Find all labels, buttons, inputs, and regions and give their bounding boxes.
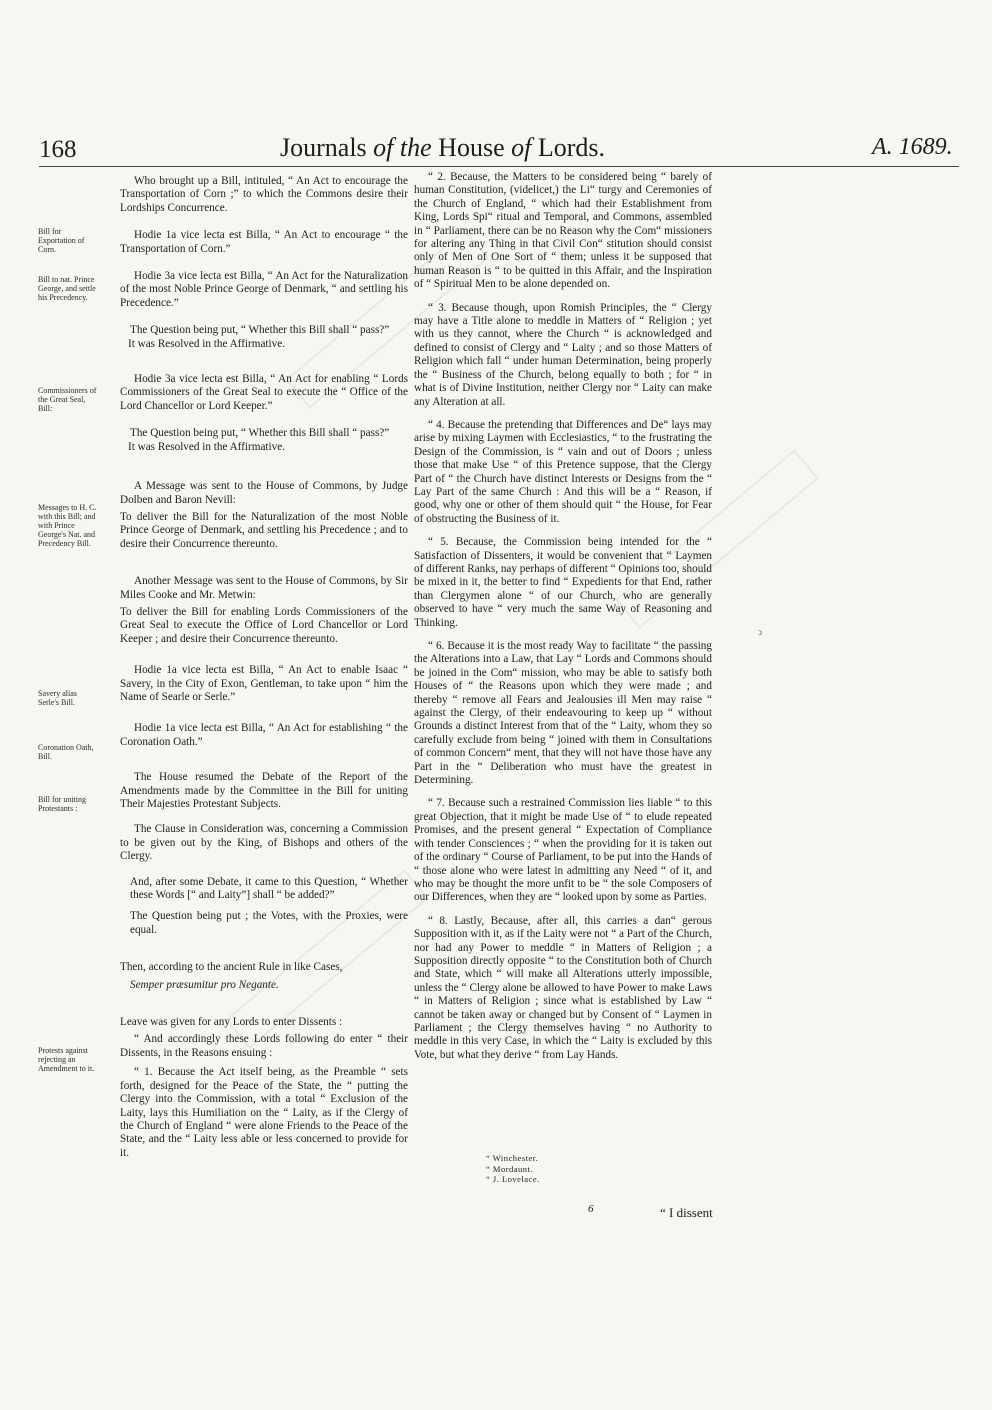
stray-mark: ↄ	[758, 627, 762, 637]
margin-note: Bill to nat. Prince George, and settle his Precedency.	[38, 275, 96, 302]
margin-note: Protests against rejecting an Amendment to it.	[38, 1046, 95, 1073]
paragraph: Another Message was sent to the House of Commons, by Sir Miles Cooke and Mr. Metwin:	[120, 575, 408, 601]
paragraph: “ 5. Because, the Commission being intended for the “ Satisfaction of Dissenters, it would be convenient that “ Laymen of different Ranks, nay perhaps of different “ Opinions too, should be mixed in it, the better to find “ Expedients for that End, rather than Clergymen alone “ of our Church, who are generally observed to have “ very much the same Way of Reasoning and Thinking.	[414, 536, 712, 629]
paragraph: “ 4. Because the pretending that Differences and De“ lays may arise by mixing Laymen with Ecclesiastics, “ to the frustrating the Design of the Commission, is “ vain and out of Doors ; unless those that make Use “ of this Pretence suppose, that the Clergy Part of “ the Church have distinct Interests or Designs from the “ Lay Part of the same Church : And this will be a “ Reason, if good, why one or other of them should quit “ the House, for Fear of obstructing the Business of it.	[414, 418, 712, 525]
paragraph: It was Resolved in the Affirmative.	[128, 440, 286, 453]
paragraph: To deliver the Bill for enabling Lords Commissioners of the Great Seal to execute the Office of Lord Chancellor or Lord Keeper ; and desire their Concurrence thereunto.	[120, 605, 408, 645]
page-number: 168	[39, 136, 77, 163]
paragraph: “ 3. Because though, upon Romish Principles, the “ Clergy may have a Title alone to meddle in Matters of “ Religion ; yet with us they cannot, where the Church “ is acknowledged and defined to consist of Clergy and “ Laity ; and so those Matters of Religion which fall “ under human Determination, being properly the “ Business of the Church, belong equally to both ; for “ in what is of Divine Institution, neither Clergy nor “ Laity can make any Alteration at all.	[414, 301, 712, 408]
paragraph: Hodie 1a vice lecta est Billa, “ An Act to encourage “ the Transportation of Corn.”	[120, 229, 408, 255]
paragraph: Leave was given for any Lords to enter Dissents :	[120, 1016, 343, 1029]
paragraph: “ 1. Because the Act itself being, as the Preamble “ sets forth, designed for the Peace of the State, the “ putting the Clergy into the Commission, with a total “ Exclusion of the Laity, lays this Humiliation on the “ Laity, as if the Clergy of the Church of England “ were alone Friends to the Peace of the State, and the “ Laity less able or less concerned to provide for it.	[120, 1066, 408, 1159]
signature: “ Winchester.	[486, 1153, 539, 1163]
title-word-lords: Lords.	[537, 133, 606, 162]
title-word-of: of	[511, 133, 532, 162]
paragraph: And, after some Debate, it came to this Question, “ Whether these Words [“ and Laity”] shall “ be added?”	[130, 875, 408, 902]
margin-note: Bill for uniting Protestants :	[38, 795, 86, 813]
signatures	[486, 1153, 540, 1185]
right-column	[414, 171, 712, 1072]
paragraph: “ And accordingly these Lords following do enter “ their Dissents, in the Reasons ensuing :	[120, 1033, 408, 1059]
title-word-journals: Journals	[280, 133, 367, 162]
page-year: A. 1689.	[872, 134, 953, 160]
margin-note: Messages to H. C. with this Bill; and with Prince George's Nat. and Precedency Bill.	[38, 503, 97, 548]
paragraph: Then, according to the ancient Rule in like Cases,	[120, 961, 343, 974]
paragraph: The House resumed the Debate of the Report of the Amendments made by the Committee in the Bill for uniting Their Majesties Protestant Subjects.	[120, 771, 408, 810]
paragraph: Semper præsumitur pro Negante.	[130, 978, 279, 991]
margin-note: Bill for Exportation of Corn.	[38, 227, 85, 254]
title-word-house: House	[438, 133, 505, 162]
signature: “ J. Lovelace.	[486, 1174, 540, 1184]
margin-note: Savery alias Serle's Bill.	[38, 689, 77, 707]
header-rule	[39, 166, 959, 167]
paragraph: Hodie 3a vice lecta est Billa, “ An Act for enabling “ Lords Commissioners of the Great Seal to execute the “ Office of the Lord Chancellor or Lord Keeper.”	[120, 373, 408, 412]
paragraph: “ 7. Because such a restrained Commission lies liable “ to this great Objection, that it might be made Use of “ to elude repeated Promises, and the present general “ Expectation of Compliance with tender Consciences ; “ when the providing for it is taken out of the ordinary “ Course of Parliament, to be put into the Hands of “ those alone who were latest in admitting any Need “ of it, and who may be thought the more unfit to be “ the sole Composers of our Differences, when they are “ looked upon by some as Parties.	[414, 797, 712, 904]
margin-note: Coronation Oath, Bill.	[38, 743, 94, 761]
catchword: “ I dissent	[660, 1205, 713, 1220]
signature: “ Mordaunt.	[486, 1163, 534, 1174]
signature-mark: 6	[588, 1203, 594, 1215]
title-word-of-the: of the	[373, 133, 432, 162]
paragraph: “ 6. Because it is the most ready Way to facilitate “ the passing the Alterations into a Law, that Lay “ Lords and Commons should be joined in the Com“ mission, who may be able to satisfy both Houses of “ the Reasons upon which they were made ; and thereby “ remove all Fears and Jealousies ill Men may raise “ against the Clergy, of their endeavouring to keep up “ without Grounds a distinct Interest from that of the “ Laity, whom they so carefully exclude from being “ joined with them in Consultations of common Concern“ ment, that they will not have those have any Part in the “ Deliberation who must have the greatest in Determining.	[414, 640, 712, 787]
paragraph: Hodie 1a vice lecta est Billa, “ An Act to enable Isaac “ Savery, in the City of Exon, Gentleman, to take upon “ him the Name of Searle or Serle.”	[120, 664, 408, 703]
paragraph: Who brought up a Bill, intituled, “ An Act to encourage the Transportation of Corn ;” to which the Commons desire their Lordships Concurrence.	[120, 175, 408, 214]
margin-note: Commissioners of the Great Seal, Bill:	[38, 386, 97, 413]
page-title	[280, 133, 606, 163]
paragraph: A Message was sent to the House of Commons, by Judge Dolben and Baron Nevill:	[120, 480, 408, 506]
paragraph: The Question being put, “ Whether this Bill shall “ pass?”	[130, 324, 390, 337]
paragraph: It was Resolved in the Affirmative.	[128, 337, 286, 350]
paragraph: Hodie 1a vice lecta est Billa, “ An Act for establishing “ the Coronation Oath.”	[120, 722, 408, 748]
left-column	[120, 175, 408, 1160]
paragraph: The Question being put, “ Whether this Bill shall “ pass?”	[130, 427, 390, 440]
paragraph: “ 2. Because, the Matters to be considered being “ barely of human Constitution, (videlicet,) the Li“ turgy and Ceremonies of the Church of England, “ which had their Establishment from King, Lords Spi“ ritual and Temporal, and Commons, assembled in “ Parliament, there can be no Reason why the Com“ missioners for altering any Thing in that Civil Con“ stitution should consist only of Men of One Sort of “ them; unless it be supposed that human Reason is “ to be quitted in this Affair, and the Inspiration of “ Spiritual Men to be alone depended on.	[414, 171, 712, 291]
paragraph: Hodie 3a vice lecta est Billa, “ An Act for the Naturalization of the most Noble Prince George of Denmark, “ and settling his Precedence.”	[120, 270, 408, 309]
paragraph: The Question being put ; the Votes, with the Proxies, were equal.	[130, 910, 408, 936]
paragraph: To deliver the Bill for the Naturalization of the most Noble Prince George of Denmark, and settling his Precedence ; and to desire their Concurrence thereunto.	[120, 510, 408, 550]
paragraph: The Clause in Consideration was, concerning a Commission to be given out by the King, of Bishops and others of the Clergy.	[120, 823, 408, 863]
paragraph: “ 8. Lastly, Because, after all, this carries a dan“ gerous Supposition with it, as if the Laity were not “ a Part of the Church, nor had any Power to meddle “ in Matters of Religion ; a Supposition directly opposite “ to the Constitution both of Church and State, which “ will make all Alterations utterly impossible, unless the “ Clergy alone be allowed to have Power to make Laws “ in Matters of Religion ; since what is established by Law “ cannot be taken away or changed but by Consent of “ Laymen in Parliament ; the Clergy themselves having “ no Authority to meddle in this very Case, in which the “ Laity is excluded by this Vote, but what they derive “ from Lay Hands.	[414, 914, 712, 1061]
